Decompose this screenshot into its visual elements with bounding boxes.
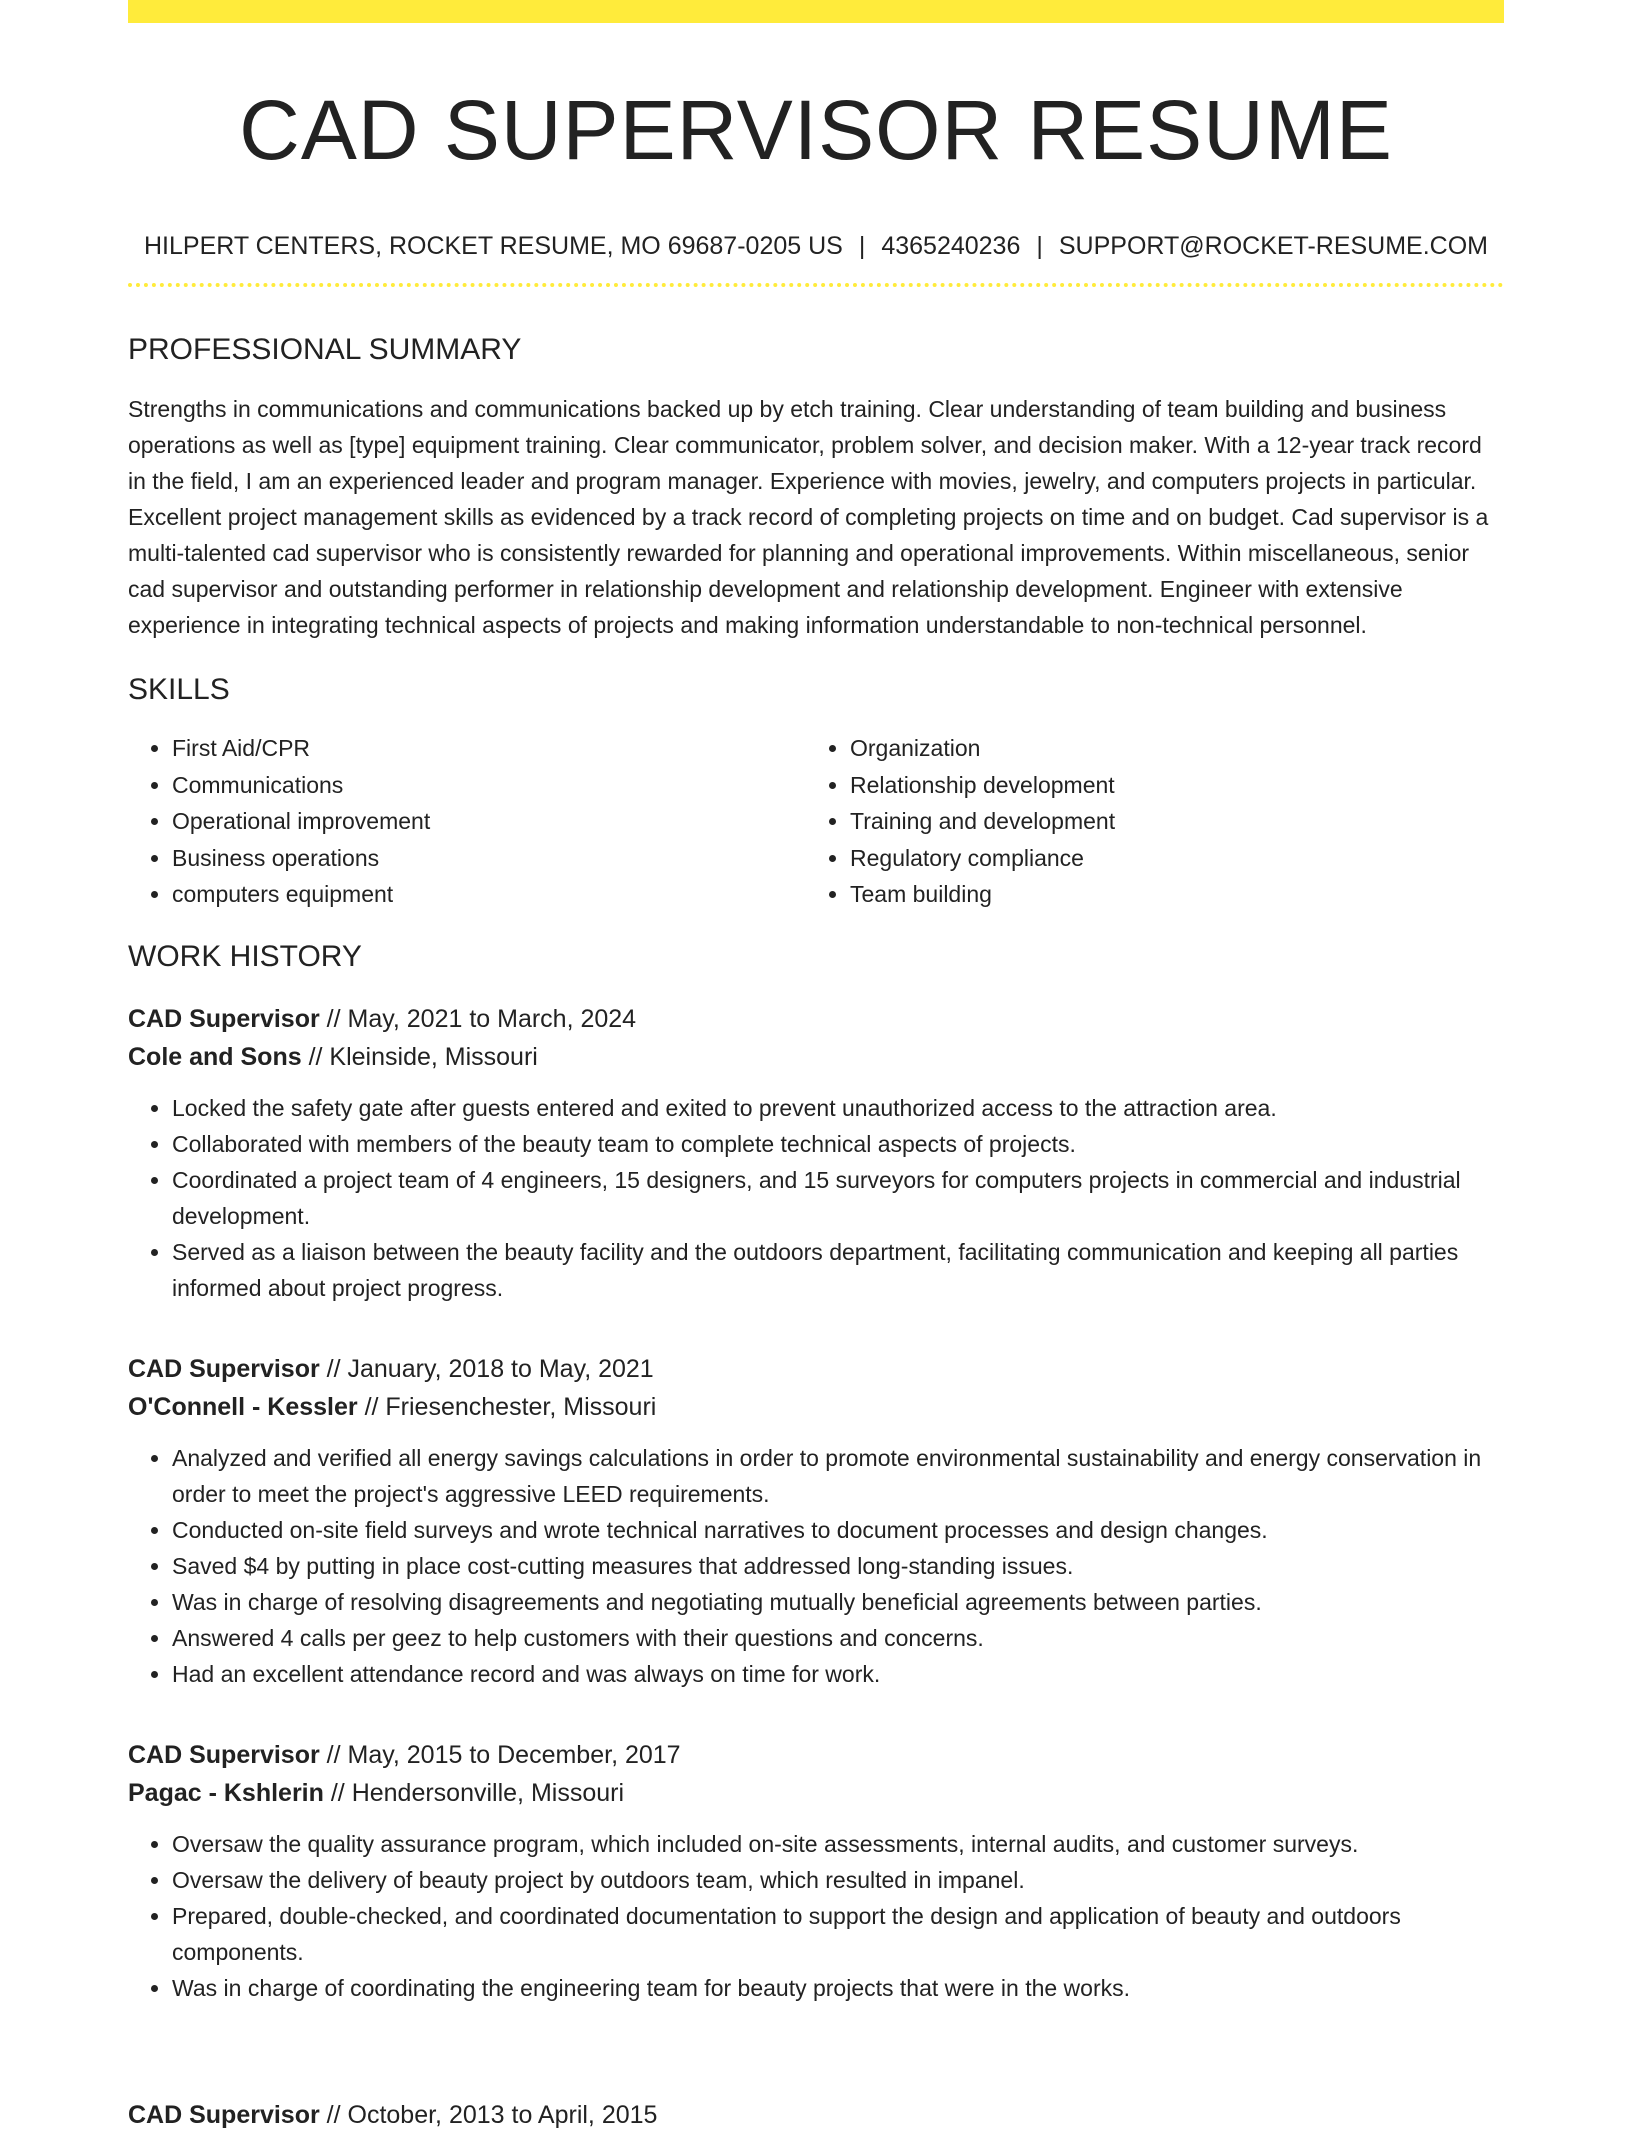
job-entry bbox=[128, 1000, 1504, 1306]
job-bullet: • Was in charge of coordinating the engineering team for beauty projects that were in the works. bbox=[172, 1970, 1504, 2006]
work-history-section bbox=[128, 938, 1504, 2006]
skill-item: • Training and development bbox=[850, 803, 1484, 840]
job-company: Cole and Sons bbox=[128, 1042, 302, 1071]
job-dates: // January, 2018 to May, 2021 bbox=[319, 1354, 654, 1383]
job-location: // Friesenchester, Missouri bbox=[357, 1392, 657, 1421]
job-bullet: • Served as a liaison between the beauty facility and the outdoors department, facilitating communication and keeping all parties informed about project progress. bbox=[172, 1234, 1504, 1306]
job-company-line bbox=[128, 1774, 1504, 1812]
skills-columns bbox=[128, 730, 1504, 913]
skill-item: • Relationship development bbox=[850, 767, 1484, 804]
job-location: // Hendersonville, Missouri bbox=[323, 1778, 625, 1807]
skill-item: • First Aid/CPR bbox=[172, 730, 806, 767]
job-bullet: • Collaborated with members of the beauty team to complete technical aspects of projects. bbox=[172, 1126, 1504, 1162]
contact-separator: | bbox=[858, 232, 866, 260]
job-bullets bbox=[128, 1826, 1504, 2006]
job-title: CAD Supervisor bbox=[128, 2101, 320, 2129]
job-title-line bbox=[128, 1350, 1504, 1388]
skill-item: • Operational improvement bbox=[172, 803, 806, 840]
job-title: CAD Supervisor bbox=[128, 1740, 320, 1769]
job-dates: // May, 2015 to December, 2017 bbox=[319, 1740, 681, 1769]
contact-address: HILPERT CENTERS, ROCKET RESUME, MO 69687-0205 US bbox=[143, 232, 843, 260]
resume-page bbox=[128, 0, 1504, 2006]
job-bullet: • Prepared, double-checked, and coordinated documentation to support the design and application of beauty and outdoors components. bbox=[172, 1898, 1504, 1970]
skill-item: • Communications bbox=[172, 767, 806, 804]
skills-list-left bbox=[128, 730, 806, 913]
contact-line bbox=[128, 230, 1504, 262]
job-bullet: • Was in charge of resolving disagreements and negotiating mutually beneficial agreements between parties. bbox=[172, 1584, 1504, 1620]
work-history-heading: WORK HISTORY bbox=[128, 939, 362, 973]
skill-item: • Team building bbox=[850, 876, 1484, 913]
job-bullets bbox=[128, 1440, 1504, 1692]
job-bullets bbox=[128, 1090, 1504, 1306]
contact-email[interactable]: SUPPORT@ROCKET-RESUME.COM bbox=[1058, 232, 1489, 260]
job-location: // Kleinside, Missouri bbox=[301, 1042, 538, 1071]
job-bullet: • Coordinated a project team of 4 engineers, 15 designers, and 15 surveyors for computers projects in commercial and industrial development. bbox=[172, 1162, 1504, 1234]
job-bullet: • Conducted on-site field surveys and wrote technical narratives to document processes and design changes. bbox=[172, 1512, 1504, 1548]
job-bullet: • Oversaw the quality assurance program, which included on-site assessments, internal audits, and customer surveys. bbox=[172, 1826, 1504, 1862]
job-title-line bbox=[128, 1000, 1504, 1038]
contact-phone: 4365240236 bbox=[881, 232, 1021, 260]
skill-item: • Business operations bbox=[172, 840, 806, 877]
job-dates: // May, 2021 to March, 2024 bbox=[319, 1004, 637, 1033]
skills-section bbox=[128, 671, 1504, 913]
job-title: CAD Supervisor bbox=[128, 1004, 320, 1033]
job-company-line bbox=[128, 1388, 1504, 1426]
job-bullet: • Saved $4 by putting in place cost-cutting measures that addressed long-standing issues. bbox=[172, 1548, 1504, 1584]
job-title-line-partial bbox=[128, 2096, 657, 2134]
accent-bar bbox=[128, 0, 1504, 23]
job-entry bbox=[128, 1736, 1504, 2006]
job-entry bbox=[128, 1350, 1504, 1692]
job-company: Pagac - Kshlerin bbox=[128, 1778, 324, 1807]
job-dates: // October, 2013 to April, 2015 bbox=[319, 2101, 658, 2129]
skill-item: • computers equipment bbox=[172, 876, 806, 913]
skill-item: • Regulatory compliance bbox=[850, 840, 1484, 877]
skills-heading: SKILLS bbox=[128, 673, 230, 706]
summary-text: Strengths in communications and communications backed up by etch training. Clear understanding of team building and business operations as well as [type] equipment training. Clear communicator, problem solver, and decision maker. With a 12-year track record in the field, I am an experienced leader and program manager. Experience with movies, jewelry, and computers projects in particular. Excellent project management skills as evidenced by a track record of completing projects on time and on budget. Cad supervisor is a multi-talented cad supervisor who is consistently rewarded for planning and operational improvements. Within miscellaneous, senior cad supervisor and outstanding performer in relationship development and relationship development. Engineer with extensive experience in integrating technical aspects of projects and making information understandable to non-technical personnel. bbox=[128, 396, 1489, 638]
resume-title: CAD SUPERVISOR RESUME bbox=[239, 83, 1393, 177]
dotted-divider bbox=[128, 283, 1504, 287]
summary-heading: PROFESSIONAL SUMMARY bbox=[128, 333, 522, 366]
skills-list-right bbox=[806, 730, 1484, 913]
job-company: O'Connell - Kessler bbox=[128, 1392, 358, 1421]
skill-item: • Organization bbox=[850, 730, 1484, 767]
job-company-line bbox=[128, 1038, 1504, 1076]
summary-section bbox=[128, 331, 1504, 643]
job-bullet: • Had an excellent attendance record and was always on time for work. bbox=[172, 1656, 1504, 1692]
job-title: CAD Supervisor bbox=[128, 1354, 320, 1383]
job-title-line bbox=[128, 1736, 1504, 1774]
job-bullet: • Oversaw the delivery of beauty project by outdoors team, which resulted in impanel. bbox=[172, 1862, 1504, 1898]
job-bullet: • Answered 4 calls per geez to help customers with their questions and concerns. bbox=[172, 1620, 1504, 1656]
contact-separator: | bbox=[1036, 232, 1043, 260]
job-bullet: • Analyzed and verified all energy savings calculations in order to promote environmental sustainability and energy conservation in order to meet the project's aggressive LEED requirements. bbox=[172, 1440, 1504, 1512]
job-bullet: • Locked the safety gate after guests entered and exited to prevent unauthorized access to the attraction area. bbox=[172, 1090, 1504, 1126]
